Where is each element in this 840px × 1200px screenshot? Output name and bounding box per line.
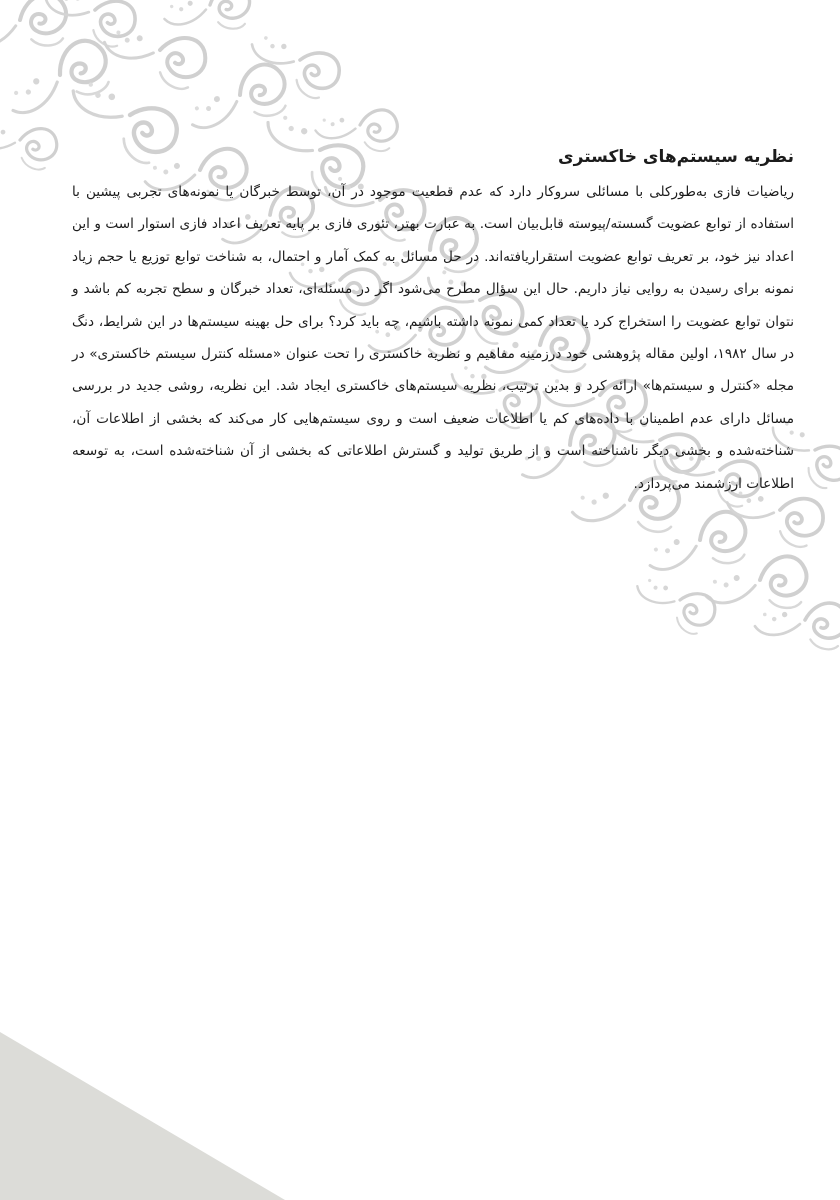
article (72, 144, 794, 500)
article-body: ریاضیات فازی به‌طورکلی با مسائلی سروکار دارد که عدم قطعیت موجود در آن، توسط خبرگان یا نمونه‌های تجربی پیشین با استفاده از توابع عضویت گسسته/پیوسته قابل‌بیان است. به عبارت بهتر، تئوری فازی بر پایه تعریف اعداد فازی استوار است و این اعداد نیز خود، بر تعریف توابع عضویت استقراریافته‌اند. در حل مسائل به کمک آمار و احتمال، به شناخت توابع توزیع یا حجم زیاد نمونه برای رسیدن به روایی نیاز داریم. حال این سؤال مطرح می‌شود اگر در مسئله‌ای، تعداد خبرگان و سطح تجربه کم باشد و نتوان توابع عضویت را استخراج کرد یا تعداد کمی نمونه داشته باشیم، چه باید کرد؟ برای حل بهینه سیستم‌ها در این شرایط، دنگ در سال ۱۹۸۲، اولین مقاله پژوهشی خود درزمینه مفاهیم و نظریه خاکستری را تحت عنوان «مسئله کنترل سیستم خاکستری» در مجله «کنترل و سیستم‌ها» ارائه کرد و بدین ترتیب، نظریه سیستم‌های خاکستری ایجاد شد. این نظریه، روشی جدید در بررسی مسائل دارای عدم اطمینان با داده‌های کم یا اطلاعات ضعیف است و روی سیستم‌هایی کار می‌کند که بخشی از اطلاعات آن، شناخته‌شده و بخشی دیگر ناشناخته است و از طریق تولید و گسترش اطلاعاتی که بخشی از آن شناخته‌شده است، به توسعه اطلاعات ارزشمند می‌پردازد. (72, 184, 794, 492)
article-title: نظریه سیستم‌های خاکستری (558, 147, 794, 167)
corner-triangle-decoration (0, 1020, 300, 1200)
